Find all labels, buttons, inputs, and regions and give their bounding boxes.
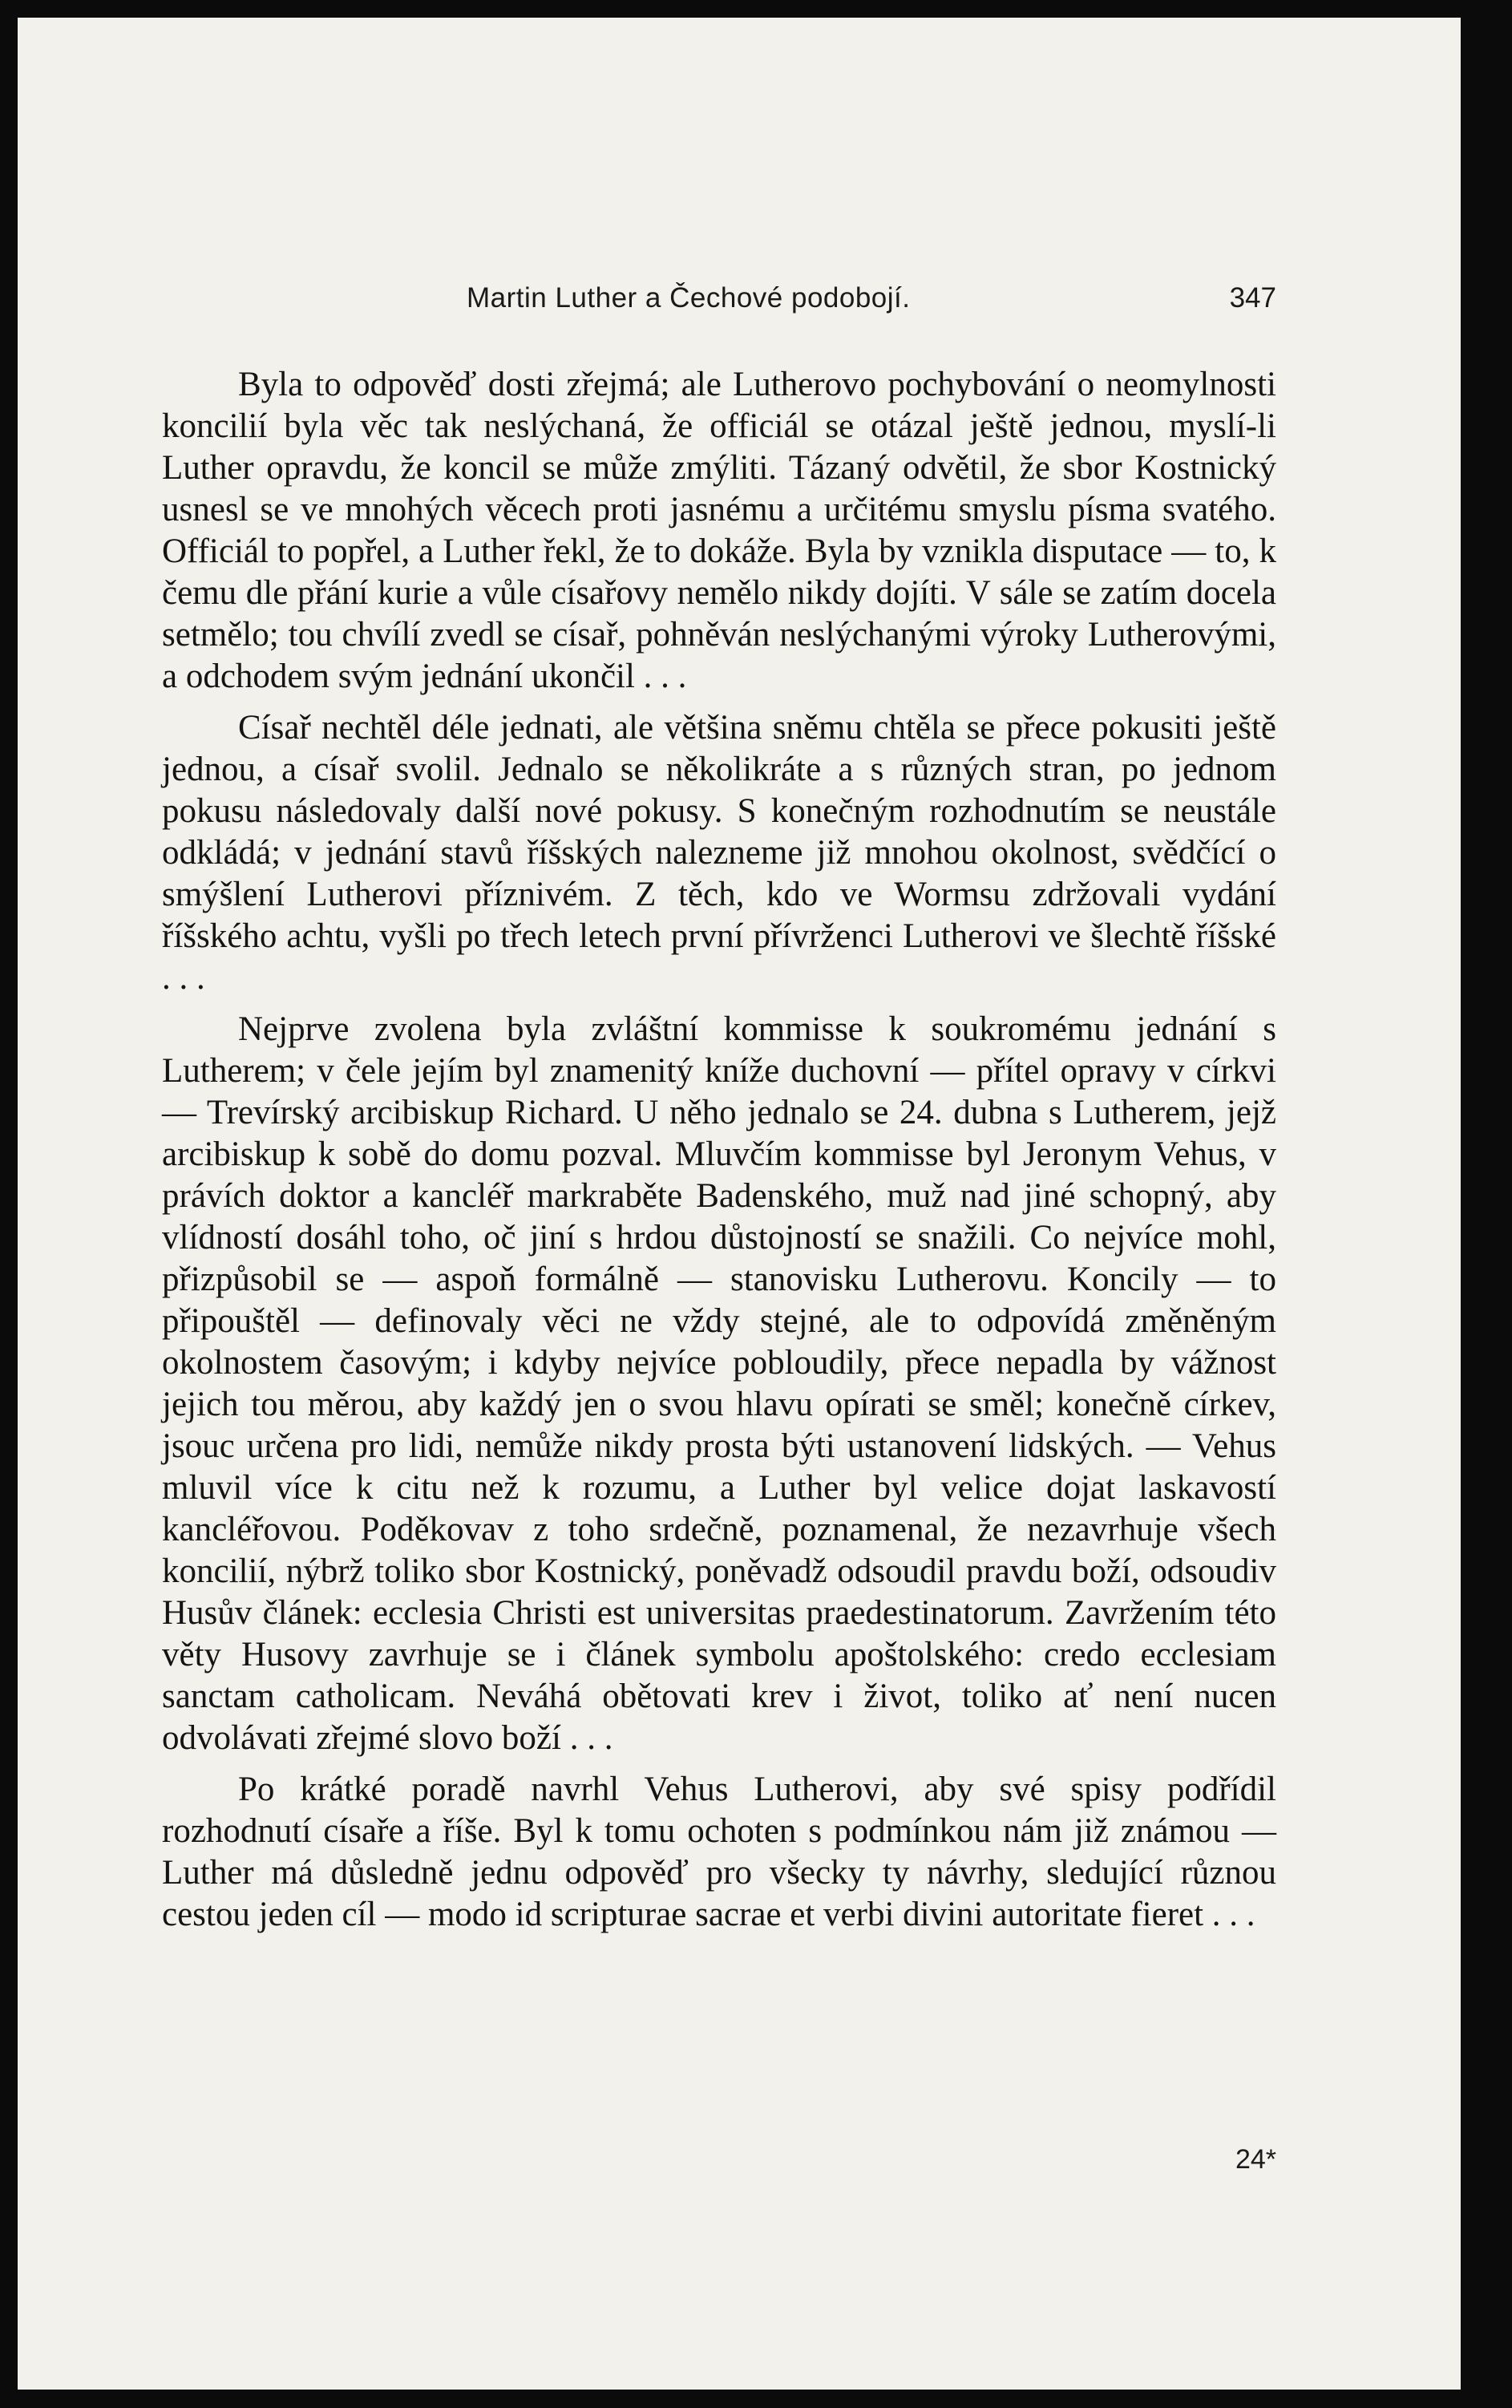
running-title: Martin Luther a Čechové podobojí. xyxy=(467,282,911,314)
page-number: 347 xyxy=(1229,282,1276,314)
paragraph-2: Císař nechtěl déle jednati, ale většina sněmu chtěla se přece pokusiti ještě jednou, a císař svolil. Jednalo se několikráte a s různých stran, po jednom pokusu následovaly další nové pokusy. S konečným rozhodnutím se neustále odkládá; v jednání stavů říšských nalezneme již mnohou okolnost, svědčící o smýšlení Lutherovi příznivém. Z těch, kdo ve Wormsu zdržovali vydání říšského achtu, vyšli po třech letech první přívrženci Lutherovi ve šlechtě říšské . . . xyxy=(162,709,1276,997)
paragraph-3: Nejprve zvolena byla zvláštní kommisse k soukromému jednání s Lutherem; v čele jejím byl znamenitý kníže duchovní — přítel opravy v církvi — Trevírský arcibiskup Richard. U něho jednalo se 24. dubna s Lutherem, jejž arcibiskup k sobě do domu pozval. Mluvčím kommisse byl Jeronym Vehus, v právích doktor a kancléř markraběte Badenského, muž nad jiné schopný, aby vlídností dosáhl toho, oč jiní s hrdou důstojností se snažili. Co nejvíce mohl, přizpůsobil se — aspoň formálně — stanovisku Lutherovu. Koncily — to připouštěl — definovaly věci ne vždy stejné, ale to odpovídá změněným okolnostem časovým; i kdyby nejvíce pobloudily, přece nepadla by vážnost jejich tou měrou, aby každý jen o svou hlavu opírati se směl; konečně církev, jsouc určena pro lidi, nemůže nikdy prosta býti ustanovení lidských. — Vehus mluvil více k citu než k rozumu, a Luther byl velice dojat laskavostí kancléřovou. Poděkovav z toho srdečně, poznamenal, že nezavrhuje všech koncilií, nýbrž toliko sbor Kostnický, poněvadž odsoudil pravdu boží, odsoudiv Husův článek: ecclesia Christi est universitas praedestinatorum. Zavržením této věty Husovy zavrhuje se i článek symbolu apoštolského: credo ecclesiam sanctam catholicam. Neváhá obětovati krev i život, toliko ať není nucen odvolávati zřejmé slovo boží . . . xyxy=(162,1010,1276,1757)
body-text xyxy=(162,364,1276,1945)
signature-mark: 24* xyxy=(1235,2144,1276,2175)
paragraph-1: Byla to odpověď dosti zřejmá; ale Lutherovo pochybování o neomylnosti koncilií byla věc tak neslýchaná, že officiál se otázal ještě jednou, myslí-li Luther opravdu, že koncil se může zmýliti. Tázaný odvětil, že sbor Kostnický usnesl se ve mnohých věcech proti jasnému a určitému smyslu písma svatého. Officiál to popřel, a Luther řekl, že to dokáže. Byla by vznikla disputace — to, k čemu dle přání kurie a vůle císařovy nemělo nikdy dojíti. V sále se zatím docela setmělo; tou chvílí zvedl se císař, pohněván neslýchanými výroky Lutherovými, a odchodem svým jednání ukončil . . . xyxy=(162,366,1276,695)
paragraph-4: Po krátké poradě navrhl Vehus Lutherovi, aby své spisy podřídil rozhodnutí císaře a říše. Byl k tomu ochoten s podmínkou nám již známou — Luther má důsledně jednu odpověď pro všecky ty návrhy, sledující různou cestou jeden cíl — modo id scripturae sacrae et verbi divini autoritate fieret . . . xyxy=(162,1771,1276,1933)
book-page xyxy=(18,18,1461,2390)
running-header xyxy=(162,282,1276,322)
